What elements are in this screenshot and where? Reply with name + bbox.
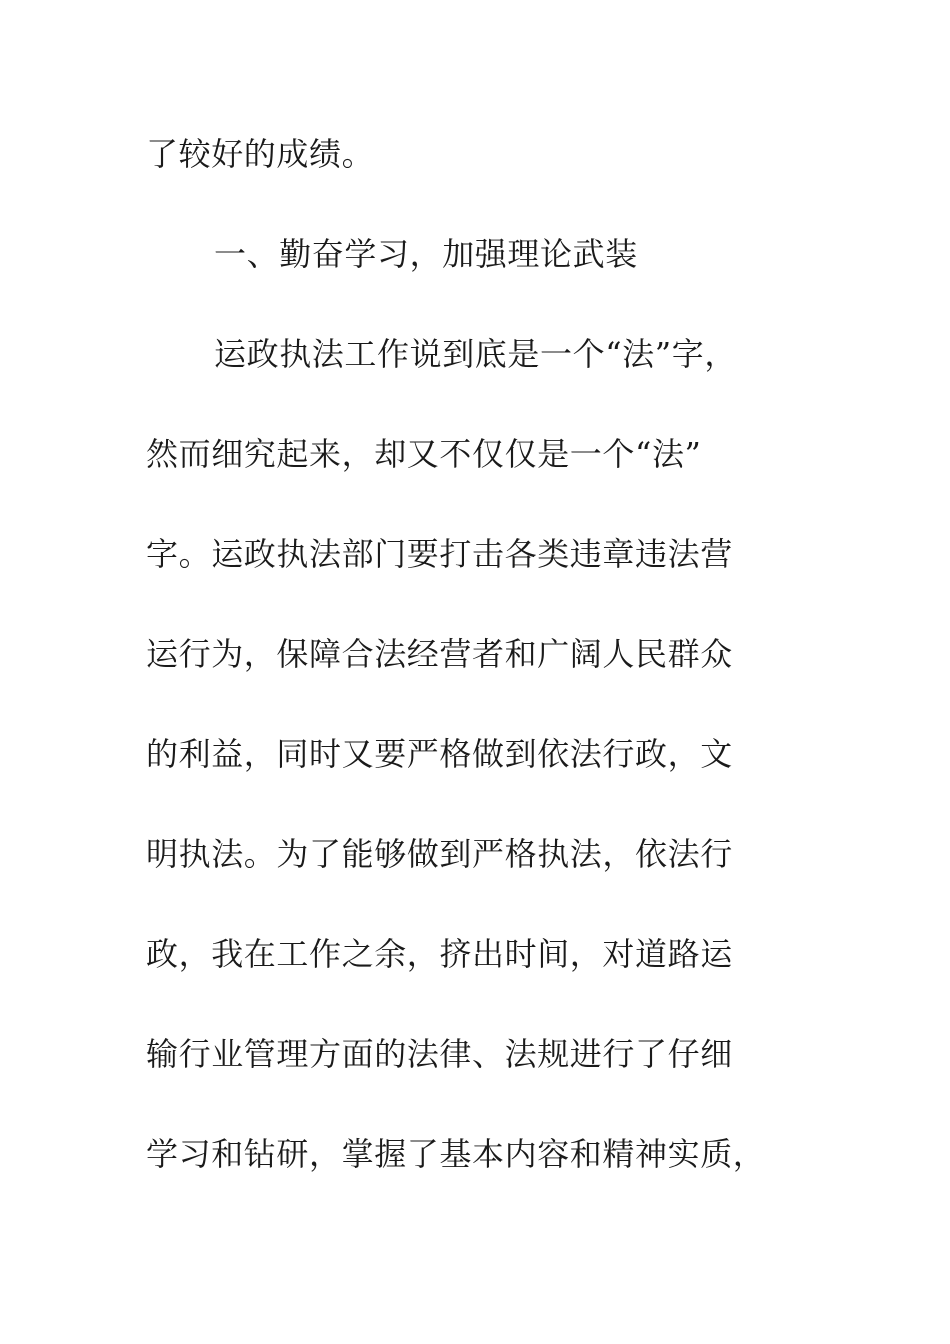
section-heading: 一、勤奋学习，加强理论武装 — [214, 235, 638, 273]
paragraph-line: 输行业管理方面的法律、法规进行了仔细 — [146, 1035, 733, 1073]
paragraph-line: 运政执法工作说到底是一个“法”字， — [214, 335, 737, 373]
paragraph-line: 学习和钻研，掌握了基本内容和精神实质， — [146, 1135, 766, 1173]
paragraph-line: 的利益，同时又要严格做到依法行政，文 — [146, 735, 733, 773]
paragraph-line: 运行为，保障合法经营者和广阔人民群众 — [146, 635, 733, 673]
paragraph-line: 字。运政执法部门要打击各类违章违法营 — [146, 535, 733, 573]
paragraph-line: 了较好的成绩。 — [146, 135, 375, 173]
paragraph-line: 明执法。为了能够做到严格执法，依法行 — [146, 835, 733, 873]
paragraph-line: 然而细究起来，却又不仅仅是一个“法” — [146, 435, 702, 473]
paragraph-line: 政，我在工作之余，挤出时间，对道路运 — [146, 935, 733, 973]
